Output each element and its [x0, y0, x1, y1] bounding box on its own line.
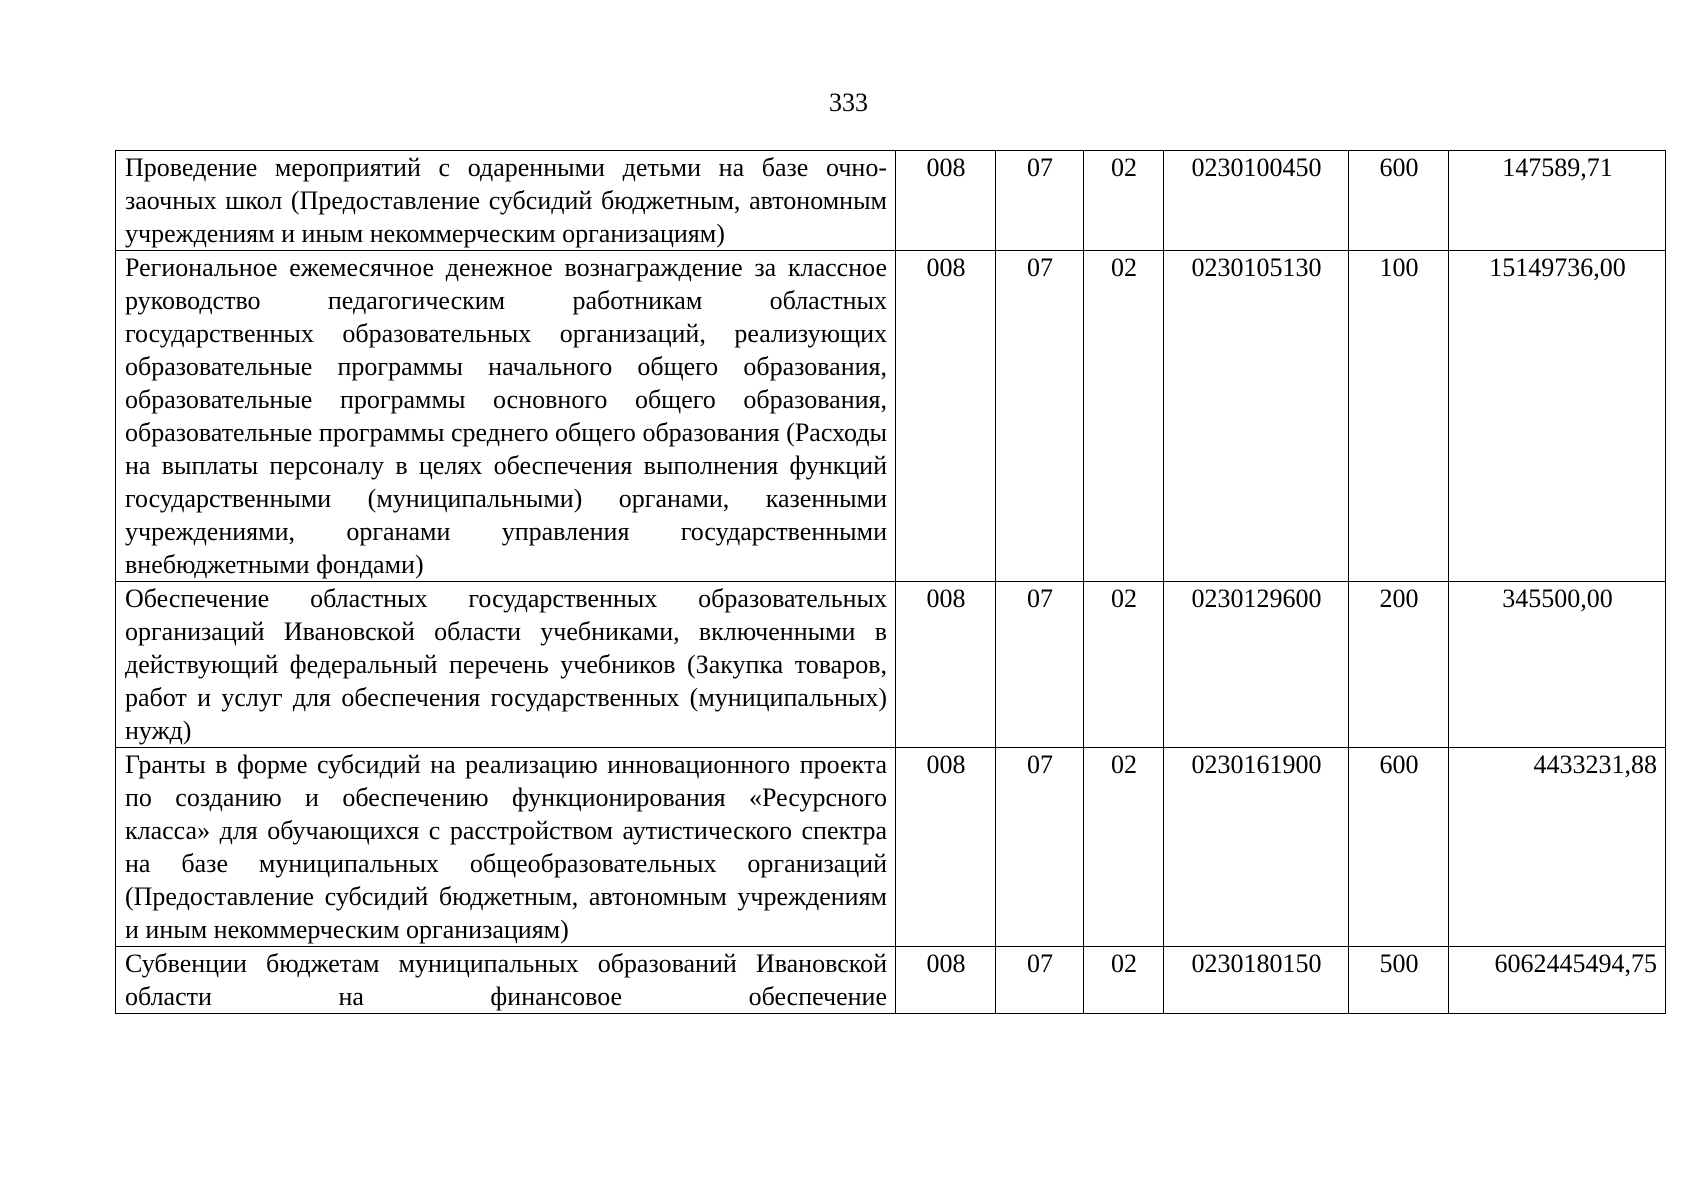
ministry-code: 008 — [896, 151, 996, 251]
subsection-code: 02 — [1084, 251, 1164, 582]
row-description: Субвенции бюджетам муниципальных образований Ивановской области на финансовое обеспечение — [116, 947, 896, 1014]
table-row — [116, 151, 1666, 251]
ministry-code: 008 — [896, 947, 996, 1014]
target-article-code: 0230180150 — [1164, 947, 1349, 1014]
section-code: 07 — [996, 748, 1084, 947]
target-article-code: 0230129600 — [1164, 582, 1349, 748]
ministry-code: 008 — [896, 748, 996, 947]
row-description: Обеспечение областных государственных образовательных организаций Ивановской области учебниками, включенными в действующий федеральный перечень учебников (Закупка товаров, работ и услуг для обеспечения государственных (муниципальных) нужд) — [116, 582, 896, 748]
amount-value: 15149736,00 — [1449, 251, 1666, 582]
amount-value: 6062445494,75 — [1449, 947, 1666, 1014]
target-article-code: 0230100450 — [1164, 151, 1349, 251]
expense-type-code: 500 — [1349, 947, 1449, 1014]
table-row — [116, 947, 1666, 1014]
ministry-code: 008 — [896, 251, 996, 582]
amount-value: 4433231,88 — [1449, 748, 1666, 947]
row-description: Гранты в форме субсидий на реализацию инновационного проекта по созданию и обеспечению функционирования «Ресурсного класса» для обучающихся с расстройством аутистического спектра на базе муниципальных общеобразовательных организаций (Предоставление субсидий бюджетным, автономным учреждениям и иным некоммерческим организациям) — [116, 748, 896, 947]
subsection-code: 02 — [1084, 947, 1164, 1014]
ministry-code: 008 — [896, 582, 996, 748]
amount-value: 147589,71 — [1449, 151, 1666, 251]
target-article-code: 0230105130 — [1164, 251, 1349, 582]
expense-type-code: 600 — [1349, 151, 1449, 251]
budget-table — [115, 150, 1666, 1014]
expense-type-code: 100 — [1349, 251, 1449, 582]
subsection-code: 02 — [1084, 748, 1164, 947]
target-article-code: 0230161900 — [1164, 748, 1349, 947]
expense-type-code: 600 — [1349, 748, 1449, 947]
section-code: 07 — [996, 251, 1084, 582]
row-description: Региональное ежемесячное денежное вознаграждение за классное руководство педагогическим работникам областных государственных образовательных организаций, реализующих образовательные программы начального общего образования, образовательные программы основного общего образования, образовательные программы среднего общего образования (Расходы на выплаты персоналу в целях обеспечения выполнения функций государственными (муниципальными) органами, казенными учреждениями, органами управления государственными внебюджетными фондами) — [116, 251, 896, 582]
table-row — [116, 748, 1666, 947]
subsection-code: 02 — [1084, 151, 1164, 251]
table-row — [116, 582, 1666, 748]
section-code: 07 — [996, 151, 1084, 251]
table-row — [116, 251, 1666, 582]
section-code: 07 — [996, 582, 1084, 748]
section-code: 07 — [996, 947, 1084, 1014]
page-number: 333 — [829, 88, 868, 117]
amount-value: 345500,00 — [1449, 582, 1666, 748]
subsection-code: 02 — [1084, 582, 1164, 748]
expense-type-code: 200 — [1349, 582, 1449, 748]
row-description: Проведение мероприятий с одаренными детьми на базе очно-заочных школ (Предоставление субсидий бюджетным, автономным учреждениям и иным некоммерческим организациям) — [116, 151, 896, 251]
